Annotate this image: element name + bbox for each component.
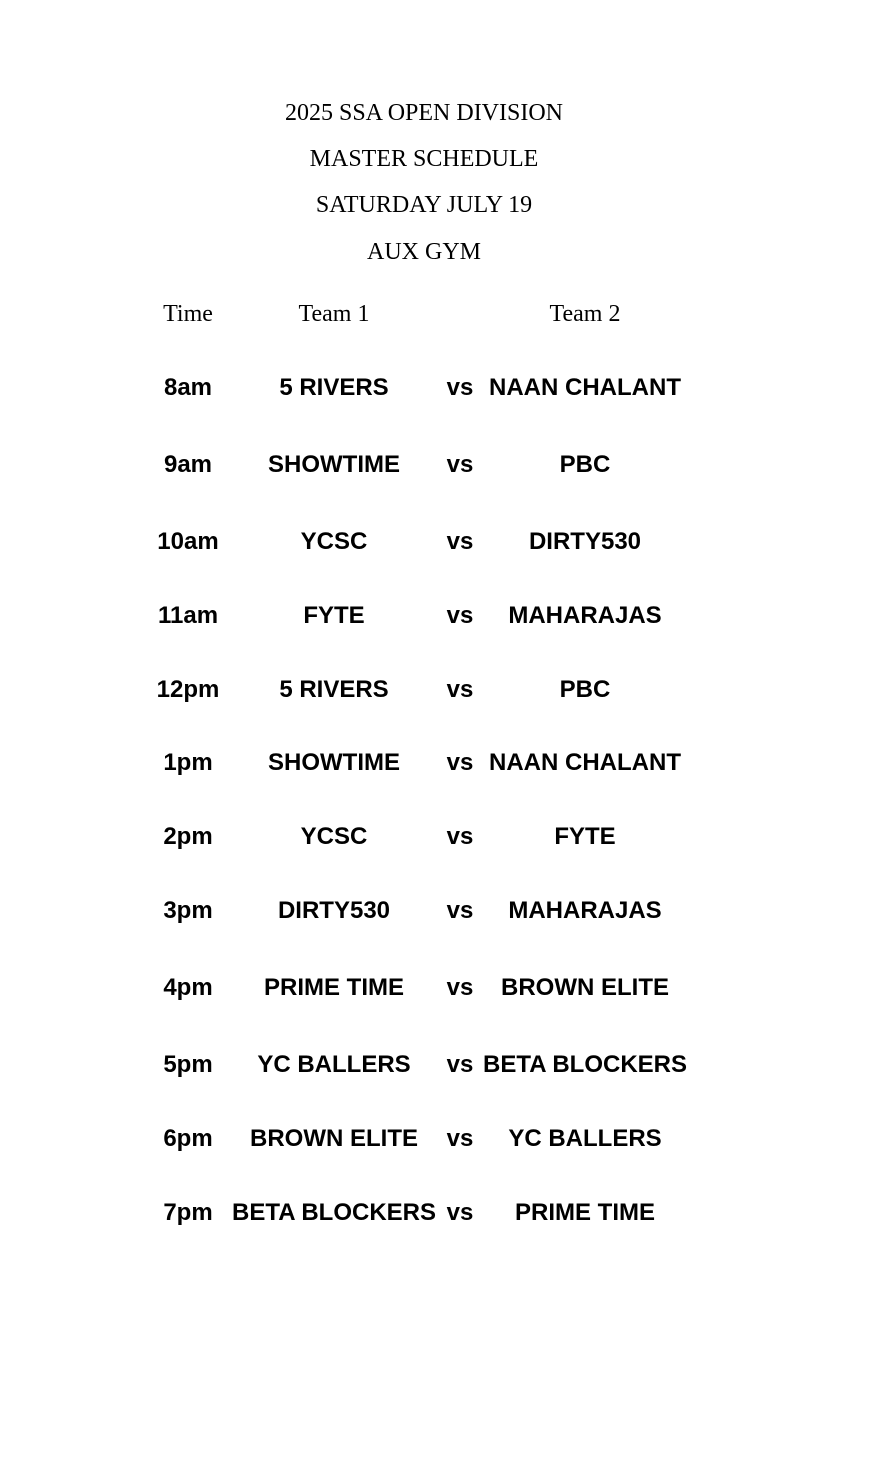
match-vs: vs <box>446 1051 474 1078</box>
match-vs: vs <box>446 451 474 478</box>
match-team2: DIRTY530 <box>528 528 642 555</box>
match-team2: PBC <box>559 451 611 478</box>
column-header-team2: Team 2 <box>549 301 621 327</box>
match-team2: MAHARAJAS <box>508 602 662 629</box>
schedule-row <box>0 448 893 482</box>
schedule-row <box>0 525 893 559</box>
match-time: 10am <box>157 528 219 555</box>
schedule-row <box>0 1122 893 1156</box>
match-team1: BROWN ELITE <box>250 1125 418 1152</box>
schedule-date: SATURDAY JULY 19 <box>315 192 533 218</box>
match-vs: vs <box>446 602 474 629</box>
schedule-row <box>0 673 893 707</box>
match-time: 9am <box>163 451 213 478</box>
match-time: 5pm <box>163 1051 213 1078</box>
document-subtitle: MASTER SCHEDULE <box>309 146 539 172</box>
match-team2: FYTE <box>554 823 616 850</box>
match-team2: NAAN CHALANT <box>489 374 681 401</box>
match-team1: SHOWTIME <box>268 749 400 776</box>
match-team1: YCSC <box>300 823 368 850</box>
match-time: 6pm <box>163 1125 213 1152</box>
match-team2: MAHARAJAS <box>508 897 662 924</box>
match-time: 4pm <box>163 974 213 1001</box>
match-vs: vs <box>446 528 474 555</box>
match-time: 1pm <box>163 749 213 776</box>
match-team1: YCSC <box>300 528 368 555</box>
match-vs: vs <box>446 749 474 776</box>
match-vs: vs <box>446 1199 474 1226</box>
match-team2: YC BALLERS <box>508 1125 662 1152</box>
match-team1: BETA BLOCKERS <box>232 1199 436 1226</box>
schedule-row <box>0 371 893 405</box>
match-vs: vs <box>446 676 474 703</box>
match-time: 2pm <box>163 823 213 850</box>
schedule-venue: AUX GYM <box>367 239 481 265</box>
match-team2: PBC <box>559 676 611 703</box>
match-vs: vs <box>446 897 474 924</box>
match-time: 11am <box>157 602 219 629</box>
match-time: 12pm <box>156 676 220 703</box>
schedule-row <box>0 746 893 780</box>
match-vs: vs <box>446 974 474 1001</box>
schedule-row <box>0 1048 893 1082</box>
match-team1: 5 RIVERS <box>279 676 389 703</box>
column-header-team1: Team 1 <box>298 301 370 327</box>
schedule-row <box>0 1196 893 1230</box>
document-title: 2025 SSA OPEN DIVISION <box>284 100 564 126</box>
match-time: 7pm <box>163 1199 213 1226</box>
schedule-row <box>0 820 893 854</box>
schedule-row <box>0 599 893 633</box>
match-time: 3pm <box>163 897 213 924</box>
match-team1: DIRTY530 <box>277 897 391 924</box>
match-team1: YC BALLERS <box>257 1051 411 1078</box>
match-vs: vs <box>446 823 474 850</box>
match-vs: vs <box>446 1125 474 1152</box>
column-header-time: Time <box>163 301 213 327</box>
match-time: 8am <box>163 374 213 401</box>
match-team2: BETA BLOCKERS <box>483 1051 687 1078</box>
match-team2: NAAN CHALANT <box>489 749 681 776</box>
match-team1: FYTE <box>303 602 365 629</box>
schedule-row <box>0 971 893 1005</box>
match-vs: vs <box>446 374 474 401</box>
match-team1: PRIME TIME <box>263 974 404 1001</box>
match-team2: BROWN ELITE <box>501 974 669 1001</box>
match-team1: 5 RIVERS <box>279 374 389 401</box>
match-team1: SHOWTIME <box>268 451 400 478</box>
match-team2: PRIME TIME <box>514 1199 655 1226</box>
schedule-row <box>0 894 893 928</box>
